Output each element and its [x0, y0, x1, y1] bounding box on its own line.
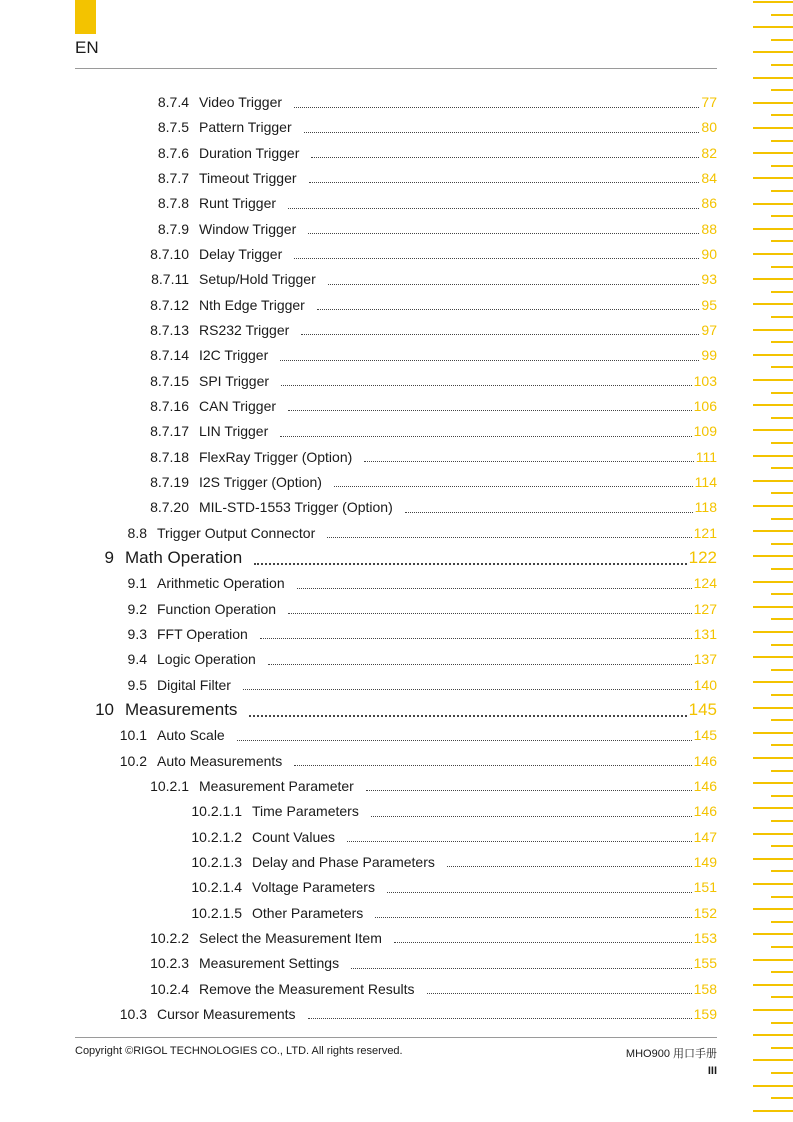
ruler-tick — [753, 152, 793, 154]
toc-dot-leader — [375, 917, 691, 918]
toc-entry-page: 146 — [693, 777, 717, 794]
toc-entry[interactable] — [129, 218, 717, 240]
ruler-tick — [753, 354, 793, 356]
ruler-tick — [771, 1072, 793, 1074]
toc-entry-page: 80 — [701, 119, 717, 136]
ruler-tick — [753, 1009, 793, 1011]
toc-entry[interactable] — [182, 876, 717, 898]
toc-entry-page: 155 — [693, 955, 717, 972]
ruler-tick — [771, 518, 793, 520]
toc-entry-page: 99 — [701, 347, 717, 364]
toc-dot-leader — [308, 1018, 692, 1019]
toc-entry-title: Delay Trigger — [199, 245, 283, 262]
toc-entry-title: Cursor Measurements — [157, 1005, 296, 1022]
toc-entry-page: 93 — [701, 271, 717, 288]
toc-entry[interactable] — [129, 446, 717, 468]
footer-rule — [75, 1037, 717, 1038]
toc-entry-page: 109 — [693, 423, 717, 440]
toc-entry-page: 145 — [688, 699, 717, 719]
toc-entry-title: I2C Trigger — [199, 347, 269, 364]
toc-entry[interactable] — [129, 142, 717, 164]
toc-dot-leader — [288, 410, 692, 411]
toc-entry-title: MIL-STD-1553 Trigger (Option) — [199, 499, 393, 516]
toc-dot-leader — [254, 563, 686, 565]
toc-entry-number: 10.2.1.5 — [191, 904, 242, 921]
toc-entry-number: 10.2.1.1 — [191, 803, 242, 820]
ruler-tick — [753, 429, 793, 431]
toc-dot-leader — [294, 765, 691, 766]
toc-entry[interactable] — [129, 243, 717, 265]
ruler-tick — [753, 379, 793, 381]
ruler-tick — [771, 165, 793, 167]
ruler-tick — [753, 1034, 793, 1036]
toc-entry-number: 8.7.7 — [157, 169, 189, 186]
toc-dot-leader — [334, 486, 693, 487]
ruler-tick — [753, 555, 793, 557]
toc-entry-page: 82 — [701, 144, 717, 161]
toc-dot-leader — [364, 461, 693, 462]
ruler-tick — [753, 732, 793, 734]
toc-entry-page: 77 — [701, 94, 717, 110]
toc-entry-number: 8.7.18 — [150, 448, 189, 465]
ruler-tick — [771, 770, 793, 772]
toc-entry[interactable] — [87, 674, 717, 696]
toc-dot-leader — [317, 309, 700, 310]
ruler-tick — [771, 1022, 793, 1024]
toc-dot-leader — [304, 132, 700, 133]
ruler-tick — [771, 996, 793, 998]
copyright-notice: Copyright ©RIGOL TECHNOLOGIES CO., LTD. All rights reserved. — [75, 1045, 403, 1057]
toc-dot-leader — [351, 968, 692, 969]
ruler-tick — [753, 177, 793, 179]
toc-entry-title: Timeout Trigger — [199, 169, 297, 186]
toc-entry-page: 111 — [695, 448, 717, 465]
toc-entry-page: 137 — [693, 651, 717, 668]
ruler-tick — [753, 26, 793, 28]
ruler-tick — [771, 140, 793, 142]
toc-entry-number: 8.7.8 — [157, 195, 189, 212]
language-label: EN — [75, 38, 99, 57]
ruler-tick — [753, 1110, 793, 1112]
ruler-tick — [753, 455, 793, 457]
toc-entry-number: 8.7.12 — [150, 296, 189, 313]
toc-dot-leader — [371, 816, 692, 817]
toc-dot-leader — [249, 715, 686, 717]
toc-entry-number: 8.7.17 — [150, 423, 189, 440]
ruler-tick — [771, 291, 793, 293]
toc-entry-title: Pattern Trigger — [199, 119, 292, 136]
toc-chapter-entry[interactable] — [54, 699, 717, 721]
toc-dot-leader — [387, 892, 692, 893]
ruler-tick — [753, 833, 793, 835]
toc-entry-number: 8.7.15 — [150, 372, 189, 389]
ruler-tick — [771, 89, 793, 91]
toc-entry-title: Select the Measurement Item — [199, 929, 382, 946]
ruler-tick — [771, 744, 793, 746]
ruler-tick — [753, 530, 793, 532]
toc-entry[interactable] — [87, 623, 717, 645]
toc-dot-leader — [280, 436, 691, 437]
ruler-tick — [753, 807, 793, 809]
toc-entry-number: 9 — [104, 547, 114, 567]
toc-entry-number: 8.7.13 — [150, 321, 189, 338]
toc-entry-title: I2S Trigger (Option) — [199, 473, 322, 490]
toc-entry-page: 121 — [693, 524, 717, 541]
toc-entry[interactable] — [129, 344, 717, 366]
ruler-tick — [753, 707, 793, 709]
toc-entry-number: 10.2.1.4 — [191, 879, 242, 896]
toc-dot-leader — [309, 182, 700, 183]
ruler-tick — [753, 984, 793, 986]
chapter-tab-marker — [75, 0, 96, 34]
toc-entry-number: 10.2.2 — [150, 929, 189, 946]
toc-dot-leader — [301, 334, 699, 335]
toc-entry[interactable] — [87, 750, 717, 772]
ruler-tick — [771, 341, 793, 343]
ruler-tick — [753, 404, 793, 406]
toc-entry-page: 103 — [693, 372, 717, 389]
toc-entry-title: Auto Measurements — [157, 752, 283, 769]
ruler-tick — [771, 971, 793, 973]
ruler-tick — [753, 1, 793, 3]
toc-entry[interactable] — [182, 851, 717, 873]
ruler-tick — [753, 77, 793, 79]
toc-entry-page: 145 — [693, 727, 717, 744]
toc-entry-number: 10.2.1.2 — [191, 828, 242, 845]
toc-dot-leader — [297, 588, 692, 589]
ruler-tick — [753, 631, 793, 633]
toc-dot-leader — [294, 107, 699, 108]
toc-entry-number: 9.1 — [127, 575, 147, 592]
ruler-tick — [753, 858, 793, 860]
page-number: III — [707, 1065, 717, 1077]
toc-entry-title: FlexRay Trigger (Option) — [199, 448, 353, 465]
ruler-tick — [771, 845, 793, 847]
toc-dot-leader — [366, 790, 692, 791]
ruler-tick — [771, 694, 793, 696]
toc-entry-title: Runt Trigger — [199, 195, 277, 212]
toc-dot-leader — [328, 284, 700, 285]
toc-entry-title: Remove the Measurement Results — [199, 980, 415, 997]
ruler-tick — [753, 656, 793, 658]
ruler-tick — [771, 316, 793, 318]
toc-dot-leader — [427, 993, 692, 994]
ruler-tick — [753, 203, 793, 205]
toc-entry-number: 10.2 — [119, 752, 147, 769]
ruler-tick — [753, 228, 793, 230]
toc-dot-leader — [347, 841, 692, 842]
toc-entry-title: Other Parameters — [252, 904, 364, 921]
toc-entry-title: SPI Trigger — [199, 372, 270, 389]
ruler-tick — [771, 1047, 793, 1049]
toc-dot-leader — [237, 740, 692, 741]
toc-entry-title: Digital Filter — [157, 676, 231, 693]
toc-entry-number: 9.3 — [127, 625, 147, 642]
toc-entry-title: Nth Edge Trigger — [199, 296, 305, 313]
ruler-tick — [753, 757, 793, 759]
toc-entry[interactable] — [129, 927, 717, 949]
toc-entry-title: Setup/Hold Trigger — [199, 271, 316, 288]
toc-entry-number: 8.7.5 — [157, 119, 189, 136]
ruler-tick — [771, 593, 793, 595]
ruler-tick — [771, 64, 793, 66]
toc-entry-page: 90 — [701, 245, 717, 262]
ruler-tick — [753, 51, 793, 53]
toc-entry-title: Time Parameters — [252, 803, 359, 820]
toc-entry[interactable] — [87, 572, 717, 594]
toc-dot-leader — [280, 360, 699, 361]
toc-entry-title: Logic Operation — [157, 651, 256, 668]
toc-entry-number: 10.1 — [119, 727, 147, 744]
toc-entry-page: 152 — [693, 904, 717, 921]
toc-entry[interactable] — [129, 496, 717, 518]
ruler-tick — [771, 618, 793, 620]
toc-entry-page: 127 — [693, 600, 717, 617]
ruler-tick — [771, 240, 793, 242]
toc-entry-title: Trigger Output Connector — [157, 524, 316, 541]
toc-entry-number: 8.8 — [127, 524, 147, 541]
ruler-tick — [771, 190, 793, 192]
toc-entry-title: Measurement Parameter — [199, 777, 354, 794]
ruler-tick — [771, 669, 793, 671]
ruler-tick — [771, 921, 793, 923]
toc-entry-title: LIN Trigger — [199, 423, 269, 440]
ruler-tick — [753, 253, 793, 255]
ruler-tick — [771, 366, 793, 368]
ruler-tick — [753, 782, 793, 784]
ruler-tick — [771, 543, 793, 545]
ruler-tick — [771, 467, 793, 469]
ruler-tick — [753, 480, 793, 482]
toc-entry-title: Measurement Settings — [199, 955, 340, 972]
toc-entry-number: 8.7.20 — [150, 499, 189, 516]
toc-entry[interactable] — [129, 116, 717, 138]
toc-entry-page: 146 — [693, 803, 717, 820]
toc-entry-page: 88 — [701, 220, 717, 237]
toc-entry-number: 10.2.3 — [150, 955, 189, 972]
toc-dot-leader — [294, 258, 699, 259]
toc-entry-title: Auto Scale — [157, 727, 225, 744]
toc-entry-number: 8.7.10 — [150, 245, 189, 262]
toc-entry-page: 114 — [694, 473, 717, 490]
ruler-tick — [753, 681, 793, 683]
toc-entry-title: Function Operation — [157, 600, 277, 617]
toc-entry[interactable] — [129, 268, 717, 290]
toc-entry-page: 86 — [701, 195, 717, 212]
toc-entry-number: 8.7.6 — [157, 144, 189, 161]
ruler-tick — [771, 492, 793, 494]
ruler-tick — [771, 1097, 793, 1099]
ruler-tick — [753, 1085, 793, 1087]
ruler-tick — [753, 278, 793, 280]
toc-entry-title: FFT Operation — [157, 625, 248, 642]
toc-entry[interactable] — [129, 167, 717, 189]
toc-entry-number: 8.7.11 — [151, 271, 189, 288]
toc-dot-leader — [243, 689, 692, 690]
toc-entry[interactable] — [87, 648, 717, 670]
toc-entry-page: 106 — [693, 397, 717, 414]
toc-entry[interactable] — [129, 192, 717, 214]
ruler-tick — [753, 606, 793, 608]
toc-entry-number: 8.7.14 — [150, 347, 189, 364]
toc-entry[interactable] — [129, 978, 717, 1000]
ruler-tick — [771, 417, 793, 419]
toc-entry[interactable] — [129, 471, 717, 493]
ruler-tick — [771, 39, 793, 41]
toc-entry[interactable] — [87, 1003, 717, 1025]
ruler-tick — [771, 820, 793, 822]
toc-entry-number: 10.2.1 — [150, 777, 189, 794]
toc-dot-leader — [281, 385, 692, 386]
toc-entry[interactable] — [129, 294, 717, 316]
toc-entry-page: 118 — [694, 499, 717, 516]
ruler-tick — [753, 883, 793, 885]
toc-entry-title: Duration Trigger — [199, 144, 300, 161]
toc-entry-title: Count Values — [252, 828, 336, 845]
toc-entry-number: 10.3 — [119, 1005, 147, 1022]
ruler-tick — [771, 442, 793, 444]
toc-entry[interactable] — [129, 420, 717, 442]
toc-entry-number: 9.5 — [127, 676, 147, 693]
ruler-tick — [753, 933, 793, 935]
toc-entry-title: Arithmetic Operation — [157, 575, 285, 592]
ruler-tick — [771, 14, 793, 16]
toc-entry-title: Measurements — [125, 699, 238, 719]
ruler-tick — [771, 946, 793, 948]
toc-entry[interactable] — [129, 952, 717, 974]
toc-entry-number: 9.4 — [127, 651, 147, 668]
toc-dot-leader — [327, 537, 691, 538]
toc-dot-leader — [288, 613, 692, 614]
ruler-tick — [753, 505, 793, 507]
toc-dot-leader — [288, 208, 699, 209]
toc-entry-title: Math Operation — [125, 547, 243, 567]
toc-dot-leader — [260, 638, 692, 639]
toc-entry[interactable] — [182, 902, 717, 924]
ruler-tick — [771, 719, 793, 721]
toc-dot-leader — [447, 866, 692, 867]
ruler-tick — [771, 644, 793, 646]
toc-entry[interactable] — [182, 826, 717, 848]
toc-entry-page: 158 — [693, 980, 717, 997]
ruler-tick — [771, 266, 793, 268]
toc-entry-number: 8.7.4 — [157, 94, 189, 110]
toc-entry-page: 140 — [693, 676, 717, 693]
toc-entry[interactable] — [87, 724, 717, 746]
toc-entry-number: 9.2 — [127, 600, 147, 617]
toc-entry-page: 131 — [693, 625, 717, 642]
ruler-tick — [753, 303, 793, 305]
header-rule — [75, 68, 717, 69]
ruler-tick — [753, 102, 793, 104]
toc-entry-number: 8.7.16 — [150, 397, 189, 414]
toc-entry[interactable] — [87, 522, 717, 544]
toc-entry-number: 10.2.4 — [150, 980, 189, 997]
toc-entry[interactable] — [129, 370, 717, 392]
ruler-tick — [771, 114, 793, 116]
toc-entry-page: 122 — [688, 547, 717, 567]
toc-entry[interactable] — [129, 395, 717, 417]
ruler-tick — [753, 581, 793, 583]
ruler-tick — [753, 908, 793, 910]
toc-entry-title: Voltage Parameters — [252, 879, 375, 896]
toc-entry-title: RS232 Trigger — [199, 321, 290, 338]
toc-entry[interactable] — [129, 775, 717, 797]
toc-entry-page: 146 — [693, 752, 717, 769]
toc-dot-leader — [311, 157, 699, 158]
ruler-tick — [753, 959, 793, 961]
toc-dot-leader — [405, 512, 693, 513]
toc-entry[interactable] — [87, 598, 717, 620]
toc-entry-page: 124 — [693, 575, 717, 592]
ruler-tick — [771, 795, 793, 797]
toc-entry-page: 153 — [693, 929, 717, 946]
ruler-tick — [753, 329, 793, 331]
toc-entry[interactable] — [129, 91, 717, 113]
ruler-tick — [753, 127, 793, 129]
toc-entry[interactable] — [182, 800, 717, 822]
toc-entry-page: 95 — [701, 296, 717, 313]
ruler-tick — [771, 215, 793, 217]
toc-entry-page: 151 — [693, 879, 717, 896]
toc-entry-page: 84 — [701, 169, 717, 186]
toc-entry-page: 97 — [701, 321, 717, 338]
ruler-tick — [771, 896, 793, 898]
toc-entry-page: 149 — [693, 853, 717, 870]
ruler-tick — [753, 1059, 793, 1061]
toc-dot-leader — [268, 664, 692, 665]
toc-entry[interactable] — [129, 319, 717, 341]
toc-entry-page: 147 — [693, 828, 717, 845]
toc-entry-title: CAN Trigger — [199, 397, 277, 414]
toc-entry-number: 10 — [95, 699, 114, 719]
toc-entry-number: 8.7.19 — [150, 473, 189, 490]
toc-entry-title: Delay and Phase Parameters — [252, 853, 435, 870]
toc-entry-page: 159 — [693, 1005, 717, 1022]
toc-chapter-entry[interactable] — [54, 547, 717, 569]
manual-title: MHO900 用口手册 — [625, 1048, 717, 1060]
toc-dot-leader — [308, 233, 699, 234]
ruler-tick — [771, 870, 793, 872]
toc-entry-number: 8.7.9 — [157, 220, 189, 237]
toc-entry-title: Video Trigger — [199, 94, 283, 110]
edge-ruler-decoration — [743, 0, 793, 1122]
toc-entry-title: Window Trigger — [199, 220, 297, 237]
ruler-tick — [771, 392, 793, 394]
toc-dot-leader — [394, 942, 692, 943]
toc-entry-number: 10.2.1.3 — [191, 853, 242, 870]
ruler-tick — [771, 568, 793, 570]
